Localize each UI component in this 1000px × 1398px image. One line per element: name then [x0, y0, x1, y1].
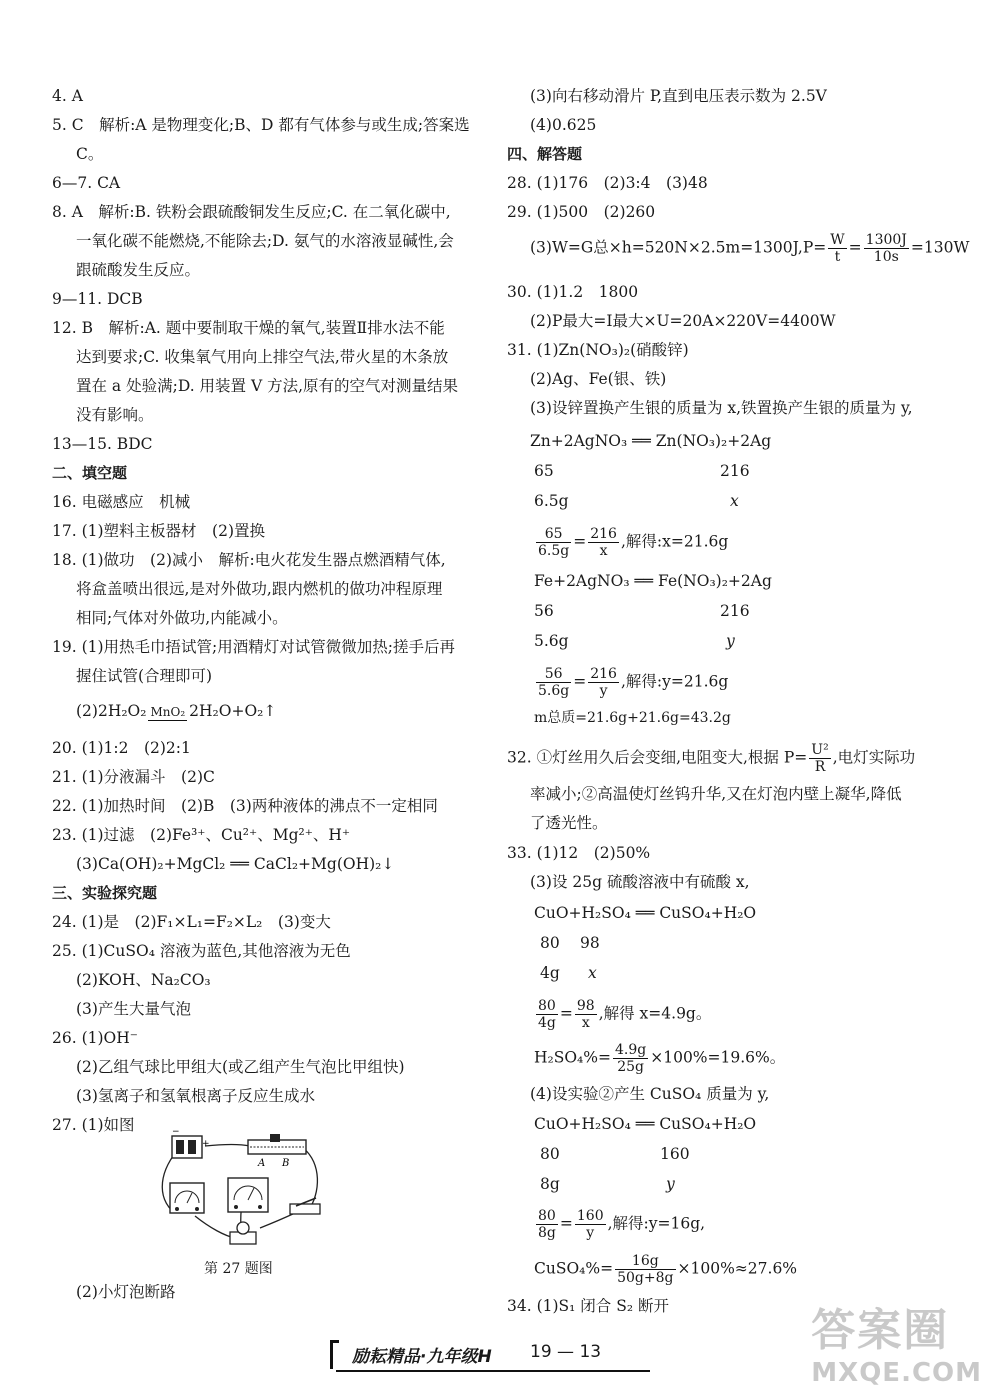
mass-cuo: 4g: [540, 964, 560, 982]
percentage-h2so4: [534, 1042, 785, 1075]
numerator: 216: [590, 666, 617, 682]
total-mass: m总质=21.6g+21.6g=43.2g: [534, 710, 731, 726]
text: H₂SO₄%=: [534, 1048, 611, 1067]
answer-17: 17. (1)塑料主板器材 (2)置换: [52, 522, 265, 540]
answer-30-cont: (2)P最大=I最大×U=20A×220V=4400W: [530, 312, 836, 330]
ammeter-icon: [170, 1183, 204, 1213]
page-number: 19 — 13: [530, 1342, 602, 1362]
mass-x: x: [730, 492, 739, 510]
equation-fe: Fe+2AgNO₃ ══ Fe(NO₃)₂+2Ag: [534, 572, 772, 590]
answer-25-cont2: (3)产生大量气泡: [76, 1000, 191, 1018]
answer-8-cont2: 跟硫酸发生反应。: [76, 261, 201, 279]
fraction: [588, 666, 619, 699]
mass-ratio-h2so4: 98: [580, 934, 600, 952]
svg-text:+: +: [202, 1139, 210, 1149]
fraction: [536, 666, 571, 699]
answer-19-cont: 握住试管(合理即可): [76, 667, 213, 685]
answer-32-cont1: 率减小;②高温使灯丝钨升华,又在灯泡内壁上凝华,降低: [530, 785, 902, 803]
numerator: 16g: [615, 1253, 675, 1270]
battery-icon: [172, 1128, 210, 1158]
catalyst-label: MnO₂: [150, 704, 186, 719]
equation-zn: Zn+2AgNO₃ ══ Zn(NO₃)₂+2Ag: [530, 432, 772, 450]
fraction: [615, 1253, 675, 1286]
numerator: 80: [536, 998, 558, 1015]
footer-bracket: [330, 1340, 339, 1369]
mass-ratio-cuo-2: 80: [540, 1145, 560, 1163]
denominator: t: [834, 249, 841, 265]
answer-28: 28. (1)176 (2)3:4 (3)48: [507, 174, 708, 192]
text: ×100%≈27.6%: [677, 1259, 798, 1278]
mass-ratio-cuso4: 160: [660, 1145, 690, 1163]
page-footer: [330, 1340, 650, 1368]
answer-9-11: 9—11. DCB: [52, 290, 143, 308]
answer-33-cont1: (3)设 25g 硫酸溶液中有硫酸 x,: [530, 873, 750, 891]
answer-23: 23. (1)过滤 (2)Fe³⁺、Cu²⁺、Mg²⁺、H⁺: [52, 826, 351, 844]
denominator: x: [581, 1015, 590, 1031]
answer-6-7: 6—7. CA: [52, 174, 121, 192]
answer-26-cont2: (3)氢离子和氢氧根离子反应生成水: [76, 1087, 315, 1105]
terminal-label-a: A: [258, 1158, 266, 1169]
watermark-url: MXQE.COM: [811, 1358, 982, 1388]
answer-31-cont1: (2)Ag、Fe(银、铁): [530, 370, 667, 388]
answer-26: 26. (1)OH⁻: [52, 1029, 138, 1047]
formula-text: (3)W=G总×h=520N×2.5m=1300J,P=: [530, 238, 827, 257]
equals: =: [848, 238, 862, 257]
mass-ratio-fe: 56: [534, 602, 554, 620]
answer-5-cont: C。: [76, 145, 104, 163]
fraction: [588, 526, 619, 559]
answer-22: 22. (1)加热时间 (2)B (3)两种液体的沸点不一定相同: [52, 797, 438, 815]
answer-12-cont2: 置在 a 处验满;D. 用装置 V 方法,原有的空气对测量结果: [76, 377, 459, 395]
wire: [195, 1216, 235, 1238]
answer-33-cont2: (4)设实验②产生 CuSO₄ 质量为 y,: [530, 1085, 770, 1103]
answer-26-cont1: (2)乙组气球比甲组大(或乙组产生气泡比甲组快): [76, 1058, 405, 1076]
text: ×100%=19.6%。: [650, 1048, 786, 1067]
answer-32-cont2: 了透光性。: [530, 814, 608, 832]
numerator: 4.9g: [615, 1042, 647, 1058]
numerator: 56: [536, 666, 571, 683]
denominator: y: [599, 683, 608, 699]
answer-12-cont3: 没有影响。: [76, 406, 154, 424]
answer-29: 29. (1)500 (2)260: [507, 203, 656, 221]
solution: ,解得:y=21.6g: [620, 672, 729, 691]
answer-8-cont1: 一氧化碳不能燃烧,不能除去;D. 氨气的水溶液显碱性,会: [76, 232, 454, 250]
denominator: 8g: [538, 1225, 556, 1241]
equation-cuo-2: CuO+H₂SO₄ ══ CuSO₄+H₂O: [534, 1115, 757, 1133]
proportion-cuo-2: $\frac{80}{8g}$ = $\frac{160}{y}$ ,解得:y=16g,: [538, 1208, 706, 1241]
mass-ratio-zn: 65: [534, 462, 554, 480]
numerator: W: [830, 232, 845, 248]
answer-4: 4. A: [52, 87, 83, 105]
answer-27: 27. (1)如图: [52, 1116, 135, 1134]
equation-product: 2H₂O+O₂↑: [189, 702, 277, 720]
fraction: [575, 1208, 606, 1241]
formula-result: =130W: [910, 238, 970, 257]
percentage-cuso4: [534, 1253, 797, 1286]
denominator: 25g: [617, 1059, 644, 1075]
fraction: [536, 1208, 558, 1241]
denominator: 50g+8g: [617, 1270, 674, 1286]
mass-ratio-cuo: 80: [540, 934, 560, 952]
mass-y: y: [726, 632, 735, 650]
answer-12-cont1: 达到要求;C. 收集氧气用向上排空气法,带火星的木条放: [76, 348, 449, 366]
mass-cuo-2: 8g: [540, 1175, 560, 1193]
circuit-diagram: [150, 1128, 330, 1253]
solution: ,解得:y=16g,: [607, 1214, 706, 1233]
section-heading-4: 四、解答题: [507, 145, 583, 163]
answer-8: 8. A 解析:B. 铁粉会跟硫酸铜发生反应;C. 在二氧化碳中,: [52, 203, 451, 221]
text: 32. ①灯丝用久后会变细,电阻变大,根据 P=: [507, 748, 808, 767]
watermark: [811, 1294, 982, 1388]
figure-caption: 第 27 题图: [204, 1261, 273, 1277]
wire: [260, 1213, 295, 1228]
fraction: [575, 998, 597, 1031]
equation-cuo-1: CuO+H₂SO₄ ══ CuSO₄+H₂O: [534, 904, 757, 922]
voltmeter-icon: [228, 1178, 268, 1212]
text: ,电灯实际功: [832, 748, 916, 767]
answer-18-cont2: 相同;气体对外做功,内能减小。: [76, 609, 288, 627]
numerator: 65: [536, 526, 571, 543]
switch-icon: [290, 1198, 320, 1214]
section-heading-2: 二、填空题: [52, 464, 128, 482]
lamp-icon: [230, 1222, 256, 1244]
denominator: 5.6g: [538, 683, 570, 699]
answer-24: 24. (1)是 (2)F₁×L₁=F₂×L₂ (3)变大: [52, 913, 331, 931]
fraction: [613, 1042, 648, 1075]
fraction: [809, 742, 830, 775]
answer-30: 30. (1)1.2 1800: [507, 283, 639, 301]
numerator: 216: [590, 526, 617, 542]
solution: ,解得:x=21.6g: [620, 532, 729, 551]
mass-ratio-ag: 216: [720, 462, 750, 480]
answer-r4: (4)0.625: [530, 116, 597, 134]
answer-32: [507, 742, 915, 775]
numerator: 98: [576, 998, 595, 1014]
svg-text:−: −: [172, 1128, 180, 1137]
watermark-logo: 答案圈: [811, 1305, 950, 1356]
denominator: 4g: [538, 1015, 556, 1031]
mass-fe: 5.6g: [534, 632, 569, 650]
footer-rule: [336, 1370, 650, 1372]
answer-13-15: 13—15. BDC: [52, 435, 153, 453]
answer-12: 12. B 解析:A. 题中要制取干燥的氧气,装置Ⅱ排水法不能: [52, 319, 445, 337]
answer-23-cont: (3)Ca(OH)₂+MgCl₂ ══ CaCl₂+Mg(OH)₂↓: [76, 855, 395, 873]
answer-31: 31. (1)Zn(NO₃)₂(硝酸锌): [507, 341, 689, 359]
catalyst-arrow: [148, 704, 187, 721]
mass-zn: 6.5g: [534, 492, 569, 510]
solution: ,解得 x=4.9g。: [598, 1004, 712, 1023]
proportion-zn: $\frac{65}{6.5g}$ = $\frac{216}{x}$ ,解得:x=21.6g: [538, 526, 729, 559]
fraction: [536, 998, 558, 1031]
denominator: 6.5g: [538, 543, 570, 559]
section-heading-3: 三、实验探究题: [52, 884, 158, 902]
denominator: x: [599, 543, 608, 559]
answer-25: 25. (1)CuSO₄ 溶液为蓝色,其他溶液为无色: [52, 942, 351, 960]
terminal-label-b: B: [282, 1158, 290, 1169]
answer-16: 16. 电磁感应 机械: [52, 493, 191, 511]
rheostat-icon: [248, 1134, 306, 1154]
answer-27-cont: (2)小灯泡断路: [76, 1283, 176, 1301]
mass-y2: y: [666, 1175, 675, 1193]
numerator: U²: [811, 742, 829, 758]
answer-19-equation: [76, 700, 276, 722]
answer-33: 33. (1)12 (2)50%: [507, 844, 651, 862]
wire: [205, 1145, 250, 1147]
answer-21: 21. (1)分液漏斗 (2)C: [52, 768, 215, 786]
denominator: R: [814, 759, 826, 775]
fraction: [828, 232, 846, 265]
book-title: 励耘精品·九年级H: [352, 1347, 492, 1367]
answer-29-cont: [530, 232, 969, 265]
proportion-cuo: $\frac{80}{4g}$ = $\frac{98}{x}$ ,解得 x=4.9g。: [538, 998, 712, 1031]
answer-r3: (3)向右移动滑片 P,直到电压表示数为 2.5V: [530, 87, 827, 105]
mass-x2: x: [588, 964, 597, 982]
text: CuSO₄%=: [534, 1259, 614, 1278]
answer-18: 18. (1)做功 (2)减小 解析:电火花发生器点燃酒精气体,: [52, 551, 446, 569]
answer-19: 19. (1)用热毛巾捂试管;用酒精灯对试管微微加热;搓手后再: [52, 638, 455, 656]
proportion-fe: $\frac{56}{5.6g}$ = $\frac{216}{y}$ ,解得:y=21.6g: [538, 666, 729, 699]
answer-34: 34. (1)S₁ 闭合 S₂ 断开: [507, 1297, 669, 1315]
equation-reactant: (2)2H₂O₂: [76, 702, 147, 720]
denominator: y: [586, 1225, 595, 1241]
answer-20: 20. (1)1:2 (2)2:1: [52, 739, 191, 757]
fraction: [536, 526, 571, 559]
answer-25-cont1: (2)KOH、Na₂CO₃: [76, 971, 211, 989]
numerator: 80: [536, 1208, 558, 1225]
denominator: 10s: [873, 249, 899, 265]
answer-31-cont2: (3)设锌置换产生银的质量为 x,铁置换产生银的质量为 y,: [530, 399, 913, 417]
numerator: 160: [576, 1208, 604, 1224]
answer-5: 5. C 解析:A 是物理变化;B、D 都有气体参与或生成;答案选: [52, 116, 470, 134]
fraction: [864, 232, 909, 265]
mass-ratio-ag2: 216: [720, 602, 750, 620]
numerator: 1300J: [865, 232, 907, 248]
answer-18-cont1: 将盒盖喷出很远,是对外做功,跟内燃机的做功冲程原理: [76, 580, 443, 598]
